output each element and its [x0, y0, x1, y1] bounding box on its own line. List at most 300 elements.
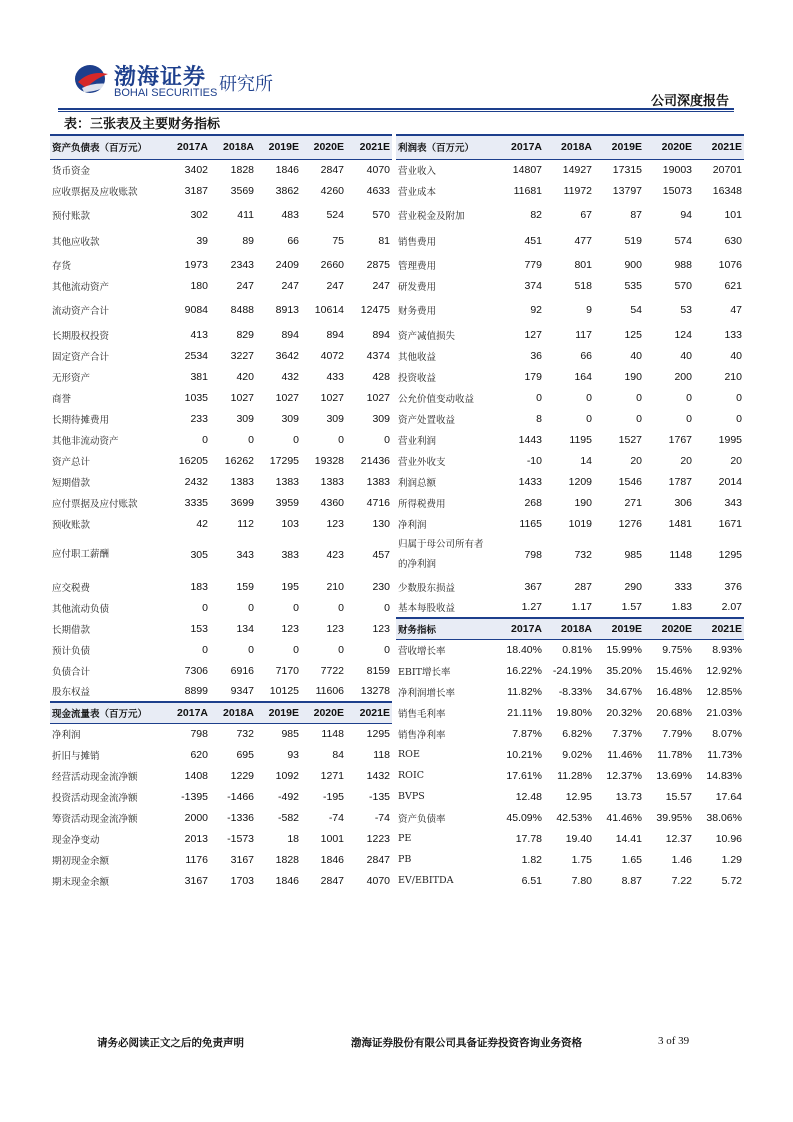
- row-label: 销售净利率: [398, 729, 446, 741]
- cell-value: 1176: [185, 853, 208, 866]
- cell-value: 1019: [568, 517, 592, 530]
- cell-value: 1432: [366, 769, 390, 782]
- table-row: [50, 180, 392, 201]
- cell-value: 12.37: [665, 832, 692, 845]
- cell-value: 457: [372, 549, 390, 561]
- row-label: 所得税费用: [398, 498, 446, 510]
- cell-value: 985: [281, 727, 299, 740]
- cell-value: 1383: [320, 475, 344, 488]
- cell-value: 40: [680, 349, 692, 362]
- row-label: 应收票据及应收账款: [52, 186, 138, 198]
- cell-value: 247: [236, 279, 254, 292]
- cell-value: 42.53%: [556, 811, 592, 824]
- income-title: 利润表（百万元）: [396, 135, 492, 159]
- cell-value: 0: [338, 433, 344, 446]
- table-row: [396, 870, 744, 891]
- table-row: [50, 324, 392, 345]
- cell-value: 0: [636, 391, 642, 404]
- cell-value: 2013: [184, 832, 208, 845]
- balance-header-row: [50, 135, 392, 159]
- cell-value: 620: [190, 748, 208, 761]
- table-row: [50, 534, 392, 576]
- cell-value: 3642: [275, 349, 299, 362]
- table-row: [50, 408, 392, 429]
- cell-value: 40: [630, 349, 642, 362]
- cell-value: 0: [293, 601, 299, 614]
- cell-value: 0: [202, 643, 208, 656]
- cell-value: 247: [372, 279, 390, 292]
- row-label: 少数股东损益: [398, 582, 456, 594]
- year-header: 2017A: [162, 702, 210, 723]
- cell-value: 1481: [668, 517, 692, 530]
- cell-value: 4070: [366, 874, 390, 887]
- cell-value: 0: [736, 391, 742, 404]
- table-row: [50, 639, 392, 660]
- cell-value: 200: [674, 370, 692, 383]
- cell-value: 1229: [230, 769, 254, 782]
- row-label: 流动资产合计: [52, 306, 110, 317]
- year-header: 2020E: [644, 135, 694, 159]
- cell-value: 16.22%: [506, 664, 542, 677]
- row-label: 期初现金余额: [52, 855, 110, 867]
- cell-value: 1271: [320, 769, 344, 782]
- cell-value: 9.75%: [662, 643, 692, 656]
- cell-value: 14.83%: [706, 769, 742, 782]
- cell-value: 15073: [662, 184, 692, 197]
- table-row: [396, 534, 744, 576]
- cell-value: 1383: [366, 475, 390, 488]
- cell-value: 17295: [269, 454, 299, 467]
- row-label: 经营活动现金流净额: [52, 771, 138, 783]
- cell-value: 183: [190, 580, 208, 593]
- table-row: [50, 159, 392, 180]
- cell-value: 14807: [512, 163, 542, 176]
- row-label: 财务费用: [398, 306, 437, 317]
- cell-value: 1.83: [671, 601, 692, 613]
- cell-value: 130: [372, 517, 390, 530]
- cell-value: 343: [236, 549, 254, 561]
- cell-value: 89: [242, 235, 254, 247]
- row-label: ROIC: [398, 770, 424, 781]
- cell-value: 433: [326, 370, 344, 383]
- cell-value: 7.37%: [612, 727, 642, 740]
- cell-value: 1.29: [721, 853, 742, 866]
- row-label: 净利润增长率: [398, 687, 456, 699]
- table-row: [396, 786, 744, 807]
- cell-value: 20: [630, 454, 642, 467]
- year-header: 2021E: [346, 135, 392, 159]
- row-label: 公允价值变动收益: [398, 393, 475, 405]
- cell-value: 18: [287, 832, 299, 845]
- cell-value: 133: [724, 328, 742, 341]
- cell-value: 287: [574, 580, 592, 593]
- cell-value: 1443: [518, 433, 542, 446]
- cell-value: 0: [338, 601, 344, 614]
- cell-value: 19.40: [565, 832, 592, 845]
- cell-value: 9084: [184, 304, 208, 316]
- table-row: [396, 597, 744, 618]
- table-row: [50, 660, 392, 681]
- income-ratios-table: [396, 134, 744, 891]
- cell-value: 0: [586, 412, 592, 425]
- cell-value: 0: [384, 643, 390, 656]
- cell-value: 14.41: [615, 832, 642, 845]
- cell-value: 376: [724, 580, 742, 593]
- cell-value: 16.48%: [656, 685, 692, 698]
- cell-value: 1027: [275, 391, 299, 404]
- cell-value: 38.06%: [706, 811, 742, 824]
- row-label: PE: [398, 833, 412, 844]
- cell-value: 1703: [230, 874, 254, 887]
- row-label: 负债合计: [52, 666, 91, 678]
- cell-value: 732: [574, 549, 592, 561]
- cell-value: 41.46%: [606, 811, 642, 824]
- cell-value: 1527: [618, 433, 642, 446]
- cell-value: 210: [724, 370, 742, 383]
- cell-value: 290: [624, 580, 642, 593]
- cell-value: 894: [372, 328, 390, 341]
- cell-value: 1.57: [621, 601, 642, 613]
- institute-name: 研究所: [219, 74, 273, 95]
- table-row: [50, 345, 392, 366]
- cell-value: 8.93%: [712, 643, 742, 656]
- cell-value: 2847: [320, 874, 344, 887]
- cell-value: 164: [574, 370, 592, 383]
- cell-value: 1.75: [571, 853, 592, 866]
- table-row: [396, 408, 744, 429]
- cell-value: 3862: [275, 184, 299, 197]
- row-label: 存货: [52, 260, 72, 272]
- cell-value: 4072: [320, 349, 344, 362]
- cell-value: 1846: [320, 853, 344, 866]
- cell-value: 20.68%: [656, 706, 692, 719]
- cell-value: 271: [624, 496, 642, 509]
- row-label: PB: [398, 854, 412, 865]
- cell-value: 17.64: [715, 790, 742, 803]
- cell-value: 2847: [366, 853, 390, 866]
- cell-value: 15.99%: [606, 643, 642, 656]
- cell-value: 0: [248, 643, 254, 656]
- cell-value: 570: [674, 279, 692, 292]
- cell-value: 383: [281, 549, 299, 561]
- cell-value: 1787: [668, 475, 692, 488]
- year-header: 2019E: [594, 618, 644, 639]
- logo-english-name: BOHAI SECURITIES: [114, 87, 218, 99]
- cell-value: 12475: [360, 304, 390, 316]
- cell-value: 19328: [314, 454, 344, 467]
- cell-value: 4360: [320, 496, 344, 509]
- cell-value: 306: [674, 496, 692, 509]
- cell-value: 7.79%: [662, 727, 692, 740]
- cell-value: -74: [374, 811, 390, 824]
- row-label: 折旧与摊销: [52, 750, 100, 762]
- table-row: [396, 807, 744, 828]
- row-label: 管理费用: [398, 260, 437, 272]
- row-label: 预计负债: [52, 645, 91, 657]
- cell-value: 483: [281, 208, 299, 221]
- cell-value: 81: [378, 235, 390, 247]
- ratios-title: 财务指标: [396, 618, 492, 639]
- cell-value: 343: [724, 496, 742, 509]
- cell-value: 180: [190, 279, 208, 292]
- table-row: [50, 765, 392, 786]
- cell-value: 17315: [612, 163, 642, 176]
- cell-value: 101: [724, 208, 742, 221]
- cell-value: 3699: [230, 496, 254, 509]
- table-row: [396, 744, 744, 765]
- cell-value: 5.72: [721, 874, 742, 887]
- table-row: [50, 201, 392, 228]
- cell-value: 7.22: [671, 874, 692, 887]
- cell-value: 477: [574, 235, 592, 247]
- report-type: 公司深度报告: [650, 93, 729, 108]
- cell-value: 1828: [275, 853, 299, 866]
- cell-value: 2432: [184, 475, 208, 488]
- cell-value: 247: [281, 279, 299, 292]
- row-label: EV/EBITDA: [398, 875, 454, 886]
- row-label: 净利润: [52, 729, 81, 741]
- cell-value: 11606: [315, 685, 344, 697]
- cell-value: 0: [636, 412, 642, 425]
- page-number: 3 of 39: [658, 1035, 690, 1047]
- cell-value: -1395: [181, 790, 208, 803]
- cell-value: 411: [237, 208, 254, 221]
- cell-value: 4260: [320, 184, 344, 197]
- row-label: 应付职工薪酬: [52, 549, 110, 560]
- cell-value: 21.03%: [706, 706, 742, 719]
- table-row: [50, 228, 392, 254]
- cell-value: 428: [372, 370, 390, 383]
- cell-value: 10.96: [715, 832, 742, 845]
- cell-value: 779: [524, 258, 542, 271]
- row-label: 营业外收支: [398, 456, 446, 468]
- cell-value: 6.51: [521, 874, 542, 887]
- cell-value: 7722: [320, 664, 344, 677]
- table-row: [396, 324, 744, 345]
- table-row: [50, 681, 392, 702]
- table-row: [50, 254, 392, 275]
- cell-value: 451: [524, 235, 542, 247]
- cell-value: 4633: [366, 184, 390, 197]
- year-header: 2021E: [694, 135, 744, 159]
- cell-value: 798: [190, 727, 208, 740]
- row-label: 基本每股收益: [398, 603, 456, 614]
- cell-value: 1209: [568, 475, 592, 488]
- cell-value: 18.40%: [506, 643, 542, 656]
- cell-value: 801: [574, 258, 592, 271]
- row-label: 其他应收款: [52, 237, 100, 248]
- section-title: 表：三张表及主要财务指标: [64, 117, 221, 132]
- row-label: 预付账款: [52, 210, 91, 222]
- cell-value: 7170: [275, 664, 299, 677]
- cell-value: 1846: [275, 163, 299, 176]
- row-label: 股东权益: [52, 687, 91, 698]
- table-row: [396, 180, 744, 201]
- cell-value: 1223: [366, 832, 390, 845]
- cell-value: 1148: [321, 727, 344, 740]
- cell-value: 117: [575, 328, 592, 341]
- cell-value: 19.80%: [556, 706, 592, 719]
- cell-value: 4374: [366, 349, 390, 362]
- cell-value: 127: [524, 328, 542, 341]
- cell-value: 0: [293, 433, 299, 446]
- row-label: 投资收益: [398, 372, 437, 384]
- cell-value: 695: [236, 748, 254, 761]
- table-row: [50, 807, 392, 828]
- year-header: 2018A: [544, 135, 594, 159]
- row-label: 营业利润: [398, 435, 437, 447]
- cell-value: 8899: [184, 685, 208, 697]
- table-row: [396, 849, 744, 870]
- cell-value: 3569: [230, 184, 254, 197]
- cell-value: 118: [373, 748, 390, 761]
- cell-value: -582: [277, 811, 299, 824]
- table-row: [50, 296, 392, 324]
- cell-value: 8913: [275, 304, 299, 316]
- cell-value: 1027: [230, 391, 254, 404]
- cell-value: 39.95%: [656, 811, 692, 824]
- cell-value: 13797: [612, 184, 642, 197]
- row-label: 资产处置收益: [398, 414, 456, 426]
- table-row: [396, 159, 744, 180]
- cell-value: 42: [196, 517, 208, 530]
- cell-value: 12.85%: [706, 685, 742, 698]
- cell-value: 0: [536, 391, 542, 404]
- row-label: 投资活动现金流净额: [52, 792, 138, 804]
- table-row: [396, 387, 744, 408]
- cell-value: -492: [277, 790, 299, 803]
- cell-value: 1383: [230, 475, 254, 488]
- row-label: 归属于母公司所有者的净利润: [398, 539, 484, 570]
- cell-value: 0: [293, 643, 299, 656]
- cell-value: 1.82: [521, 853, 542, 866]
- year-header: 2017A: [162, 135, 210, 159]
- cell-value: 1995: [718, 433, 742, 446]
- cell-value: 0: [202, 433, 208, 446]
- bohai-logo-icon: [74, 62, 112, 96]
- table-row: [396, 450, 744, 471]
- ratios-header-row: [396, 618, 744, 639]
- cell-value: 21.11%: [507, 706, 542, 719]
- cell-value: 1846: [275, 874, 299, 887]
- cell-value: 45.09%: [506, 811, 542, 824]
- row-label: 营业成本: [398, 186, 437, 198]
- row-label: 货币资金: [52, 165, 91, 177]
- cell-value: 2.07: [721, 601, 742, 613]
- cell-value: 0: [384, 601, 390, 614]
- cell-value: 309: [281, 412, 299, 425]
- cell-value: 0: [686, 412, 692, 425]
- cell-value: 16205: [178, 454, 208, 467]
- cell-value: 66: [580, 349, 592, 362]
- cell-value: 3227: [230, 349, 254, 362]
- cell-value: 230: [372, 580, 390, 593]
- cell-value: 630: [724, 235, 742, 247]
- cell-value: 21436: [360, 454, 390, 467]
- cell-value: 179: [524, 370, 542, 383]
- cell-value: 985: [624, 549, 642, 561]
- cell-value: 7.87%: [512, 727, 542, 740]
- cell-value: 13.69%: [656, 769, 692, 782]
- cell-value: 1165: [519, 517, 542, 530]
- cell-value: 1295: [366, 727, 390, 740]
- row-label: 商誉: [52, 393, 72, 405]
- table-row: [50, 723, 392, 744]
- cell-value: 1.46: [671, 853, 692, 866]
- year-header: 2019E: [256, 135, 301, 159]
- year-header: 2020E: [301, 135, 346, 159]
- cell-value: 3187: [184, 184, 208, 197]
- row-label: 其他收益: [398, 351, 437, 363]
- cell-value: 518: [574, 279, 592, 292]
- row-label: ROE: [398, 749, 420, 760]
- cell-value: 12.37%: [606, 769, 642, 782]
- table-row: [396, 429, 744, 450]
- cell-value: 134: [236, 622, 254, 635]
- cell-value: 535: [624, 279, 642, 292]
- disclaimer-note: 请务必阅读正文之后的免责声明: [97, 1037, 244, 1049]
- cell-value: 11.78%: [657, 748, 692, 761]
- cell-value: 82: [530, 208, 542, 221]
- year-header: 2021E: [694, 618, 744, 639]
- table-row: [396, 702, 744, 723]
- cell-value: 123: [281, 622, 299, 635]
- cell-value: 47: [730, 304, 742, 316]
- year-header: 2021E: [346, 702, 392, 723]
- cell-value: 829: [236, 328, 254, 341]
- cell-value: 2000: [184, 811, 208, 824]
- cell-value: 798: [524, 549, 542, 561]
- cell-value: 2660: [320, 258, 344, 271]
- cell-value: 123: [326, 622, 344, 635]
- cell-value: 13.73: [615, 790, 642, 803]
- cell-value: 11.82%: [507, 685, 542, 698]
- cell-value: -10: [526, 454, 542, 467]
- year-header: 2018A: [210, 702, 256, 723]
- table-row: [396, 639, 744, 660]
- cell-value: 2343: [230, 258, 254, 271]
- cell-value: 420: [236, 370, 254, 383]
- cell-value: 20.32%: [606, 706, 642, 719]
- cell-value: 1027: [320, 391, 344, 404]
- cell-value: 3167: [184, 874, 208, 887]
- cell-value: 7306: [184, 664, 208, 677]
- table-row: [50, 744, 392, 765]
- row-label: 筹资活动现金流净额: [52, 813, 138, 825]
- table-row: [50, 513, 392, 534]
- cell-value: 1.27: [521, 601, 542, 613]
- cell-value: 20: [730, 454, 742, 467]
- cell-value: 1027: [366, 391, 390, 404]
- header-rule: [58, 108, 734, 110]
- cell-value: 84: [332, 748, 344, 761]
- row-label: 现金净变动: [52, 834, 100, 846]
- cell-value: 7.80: [571, 874, 592, 887]
- cell-value: 1671: [718, 517, 742, 530]
- cell-value: 900: [624, 258, 642, 271]
- cell-value: 0: [586, 391, 592, 404]
- cell-value: 195: [281, 580, 299, 593]
- cell-value: 159: [236, 580, 254, 593]
- cell-value: 1295: [718, 549, 742, 561]
- cell-value: 374: [524, 279, 542, 292]
- row-label: 预收账款: [52, 519, 91, 531]
- row-label: 长期借款: [52, 624, 91, 636]
- cell-value: 432: [281, 370, 299, 383]
- cell-value: 309: [372, 412, 390, 425]
- cell-value: -195: [322, 790, 344, 803]
- year-header: 2020E: [301, 702, 346, 723]
